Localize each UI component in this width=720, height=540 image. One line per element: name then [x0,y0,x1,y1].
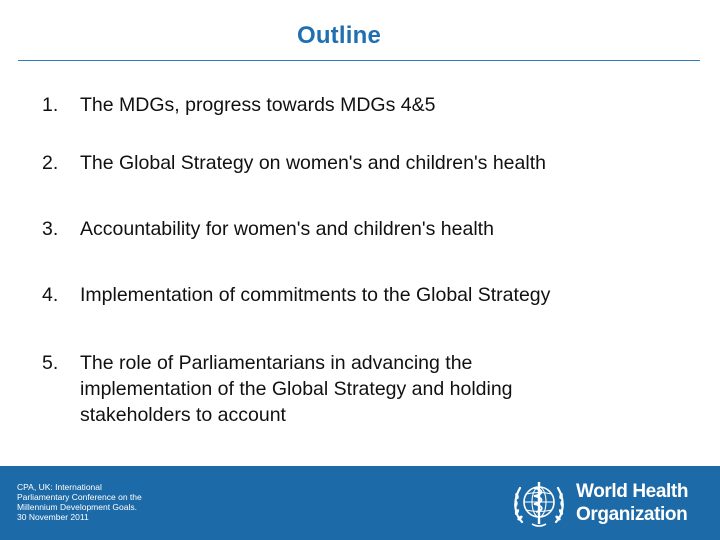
outline-item-line: The MDGs, progress towards MDGs 4&5 [80,94,436,116]
who-wordmark-line: Organization [576,504,688,525]
who-wordmark-line: World Health [576,481,689,502]
event-caption-line: 30 November 2011 [17,512,89,522]
outline-item-number: 1. [42,94,59,116]
outline-item-5 [42,350,682,428]
outline-item-line: The Global Strategy on women's and children's health [80,152,546,174]
outline-item-line: implementation of the Global Strategy and holding [80,378,513,400]
who-wordmark [576,480,711,526]
outline-item-line: Implementation of commitments to the Global Strategy [80,284,551,306]
outline-item-text [80,282,682,350]
slide-title: Outline [296,22,382,49]
who-emblem-icon [508,472,570,534]
outline-item-3 [42,216,682,282]
outline-item-number: 3. [42,218,59,240]
outline-item-text [80,216,682,282]
event-caption-line: Parliamentary Conference on the [17,492,142,502]
event-caption [17,482,177,522]
outline-item-line: Accountability for women's and children's health [80,218,494,240]
outline-item-line: stakeholders to account [80,404,286,426]
outline-item-1 [42,92,682,150]
event-caption-line: CPA, UK: International [17,482,102,492]
outline-item-number: 4. [42,284,59,306]
outline-item-text [80,350,682,428]
who-logo [508,472,708,534]
outline-item-line: The role of Parliamentarians in advancing the [80,352,473,374]
event-caption-line: Millennium Development Goals. [17,502,137,512]
outline-item-text [80,92,682,150]
outline-item-text [80,150,682,216]
outline-item-number: 5. [42,352,59,374]
outline-item-number: 2. [42,152,59,174]
outline-item-2 [42,150,682,216]
outline-item-4 [42,282,682,350]
title-divider [18,60,700,61]
outline-list [42,92,682,428]
